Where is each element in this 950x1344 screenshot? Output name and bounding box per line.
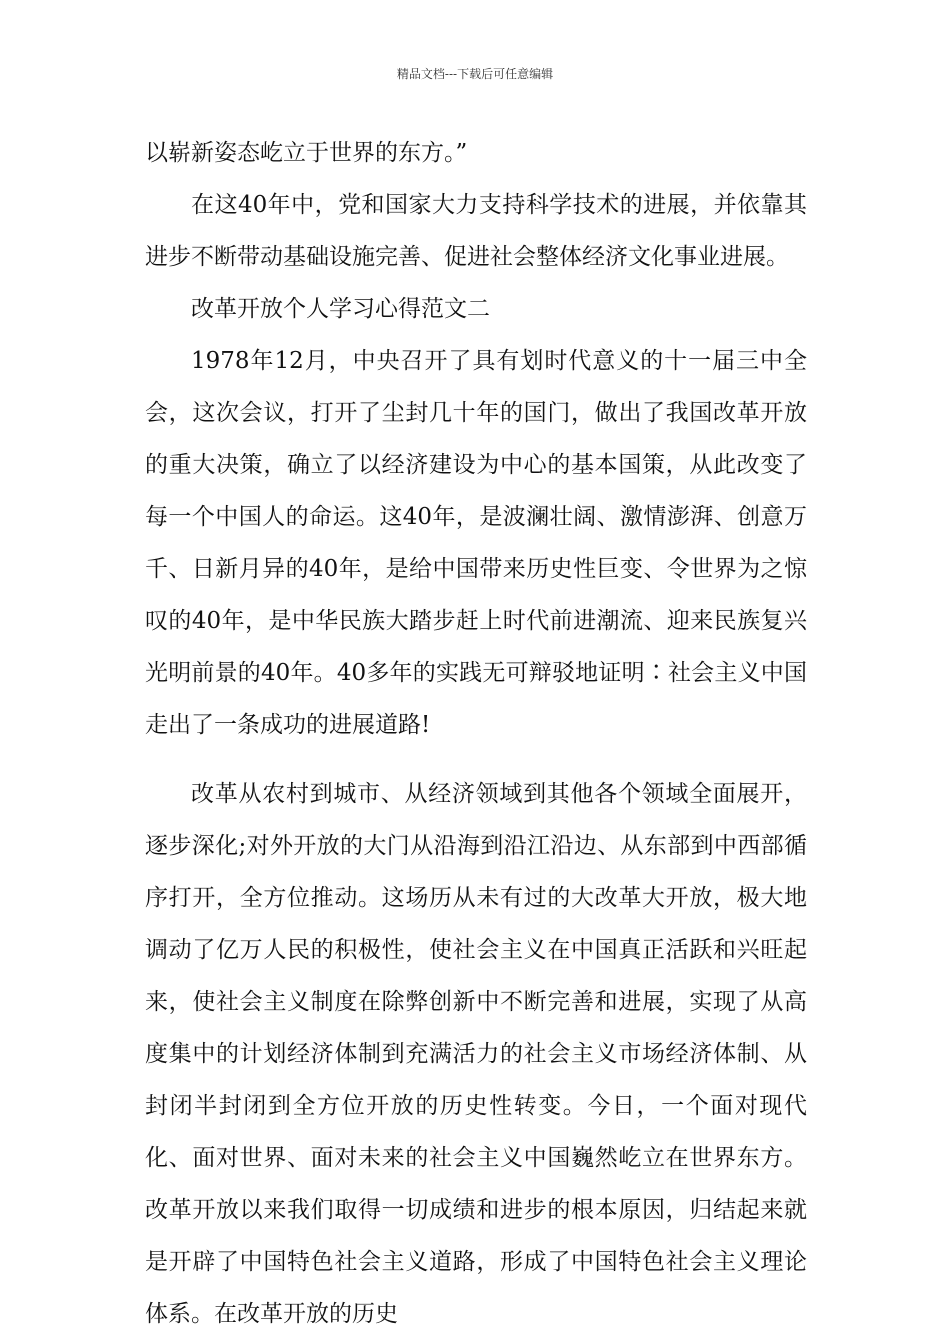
section-heading: 改革开放个人学习心得范文二	[191, 296, 490, 322]
paragraph-science-tech: 在这40年中，党和国家大力支持科学技术的进展，并依靠其进步不断带动基础设施完善、促进社会整体经济文化事业进展。	[145, 192, 807, 270]
paragraph-third-plenum: 1978年12月，中央召开了具有划时代意义的十一届三中全会，这次会议，打开了尘封几十年的国门，做出了我国改革开放的重大决策，确立了以经济建设为中心的基本国策，从此改变了每一个中国人的命运。这40年，是波澜壮阔、激情澎湃、创意万千、日新月异的40年，是给中国带来历史性巨变、令世界为之惊叹的40年，是中华民族大踏步赶上时代前进潮流、迎来民族复兴光明前景的40年。40多年的实践无可辩驳地证明∶社会主义中国走出了一条成功的进展道路!	[145, 348, 807, 738]
paragraph-continuation: 以崭新姿态屹立于世界的东方。”	[145, 140, 468, 166]
page-header: 精品文档---下载后可任意编辑	[396, 67, 554, 81]
document-body	[145, 127, 807, 1340]
paragraph-reform-expansion: 改革从农村到城市、从经济领域到其他各个领域全面展开，逐步深化;对外开放的大门从沿海到沿江沿边、从东部到中西部循序打开，全方位推动。这场历从未有过的大改革大开放，极大地调动了亿万人民的积极性，使社会主义在中国真正活跃和兴旺起来，使社会主义制度在除弊创新中不断完善和进展，实现了从高度集中的计划经济体制到充满活力的社会主义市场经济体制、从封闭半封闭到全方位开放的历史性转变。今日，一个面对现代化、面对世界、面对未来的社会主义中国巍然屹立在世界东方。改革开放以来我们取得一切成绩和进步的根本原因，归结起来就是开辟了中国特色社会主义道路，形成了中国特色社会主义理论体系。在改革开放的历史	[145, 781, 807, 1327]
